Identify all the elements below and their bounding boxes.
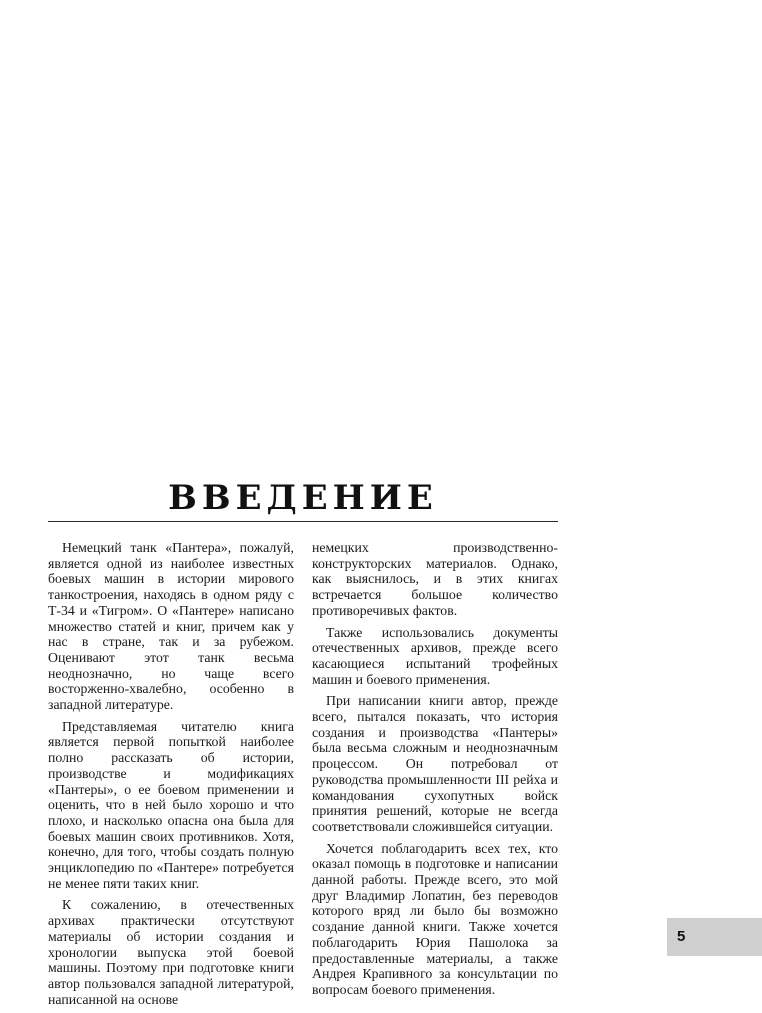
paragraph: Также использовались документы отечественных архивов, прежде всего касающиеся испытаний трофейных машин и боевого применения.: [312, 624, 558, 687]
heading-rule: [48, 521, 558, 522]
paragraph: К сожалению, в отечественных архивах практически отсутствуют материалы об истории создания и хронологии выпуска этой боевой машины. Поэтому при подготовке книги автор пользовался западной литературой, написанной на основе: [48, 897, 294, 1007]
text-column-right: [312, 540, 558, 1004]
paragraph: При написании книги автор, прежде всего, пытался показать, что история создания и производства «Пантеры» была весьма сложным и неоднозначным процессом. Он потребовал от руководства промышленности III рейха и командования сухопутных войск принятия решений, которые не всегда соответствовали сложившейся ситуации.: [312, 693, 558, 834]
page-number-tab: [667, 918, 762, 956]
page-number: 5: [677, 928, 686, 945]
paragraph: Представляемая читателю книга является первой попыткой наиболее полно рассказать об истории, производстве и модификациях «Пантеры», о ее боевом применении и оценить, что в ней было хорошо и что плохо, и насколько опасна она была для боевых машин своих противников. Хотя, конечно, для того, чтобы создать полную энциклопедию по «Пантере» потребуется не менее пяти таких книг.: [48, 718, 294, 891]
paragraph: Хочется поблагодарить всех тех, кто оказал помощь в подготовке и написании данной работы. Прежде всего, это мой друг Владимир Лопатин, без переводов которого вряд ли было бы возможно создание данной книги. Также хочется поблагодарить Юрия Пашолока за предоставленные материалы, а также Андрея Крапивного за консультации по вопросам боевого применения.: [312, 840, 558, 997]
text-column-left: [48, 540, 294, 1013]
paragraph: Немецкий танк «Пантера», пожалуй, является одной из наиболее известных боевых машин в истории мирового танкостроения, находясь в одном ряду с Т-34 и «Тигром». О «Пантере» написано множество статей и книг, причем как у нас в стране, так и за рубежом. Оценивают этот танк весьма неоднозначно, но чаще всего восторженно-хвалебно, особенно в западной литературе.: [48, 540, 294, 713]
chapter-heading: ВВЕДЕНИЕ: [168, 478, 438, 518]
paragraph-continuation: немецких производственно-конструкторских материалов. Однако, как выяснилось, и в этих книгах встречается большое количество противоречивых фактов.: [312, 540, 558, 618]
